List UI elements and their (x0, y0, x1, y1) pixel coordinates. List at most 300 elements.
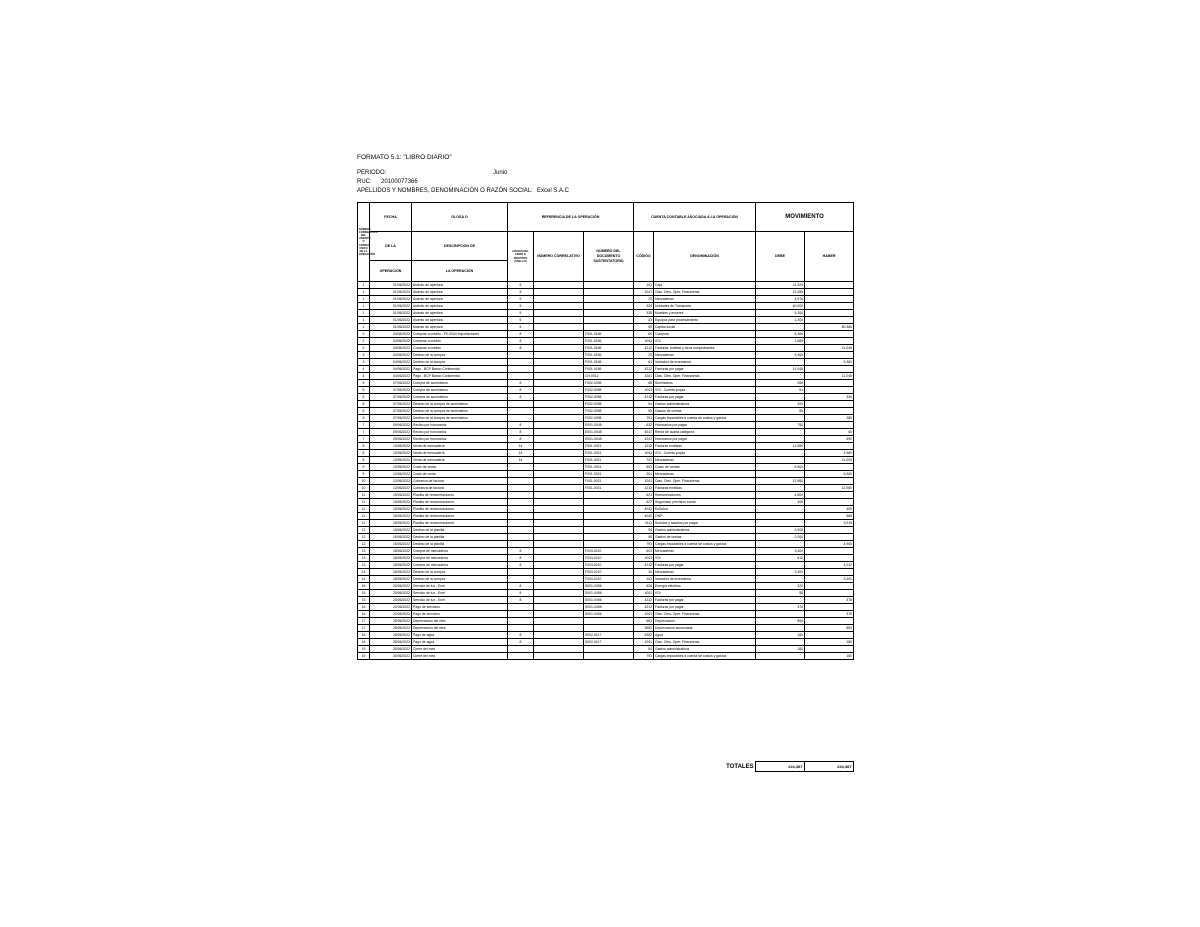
row-doc: F003-0210 (584, 562, 634, 569)
row-debe (756, 639, 805, 646)
row-doc: S001-0456 (584, 590, 634, 597)
table-row (358, 604, 854, 611)
row-denominacion: Gastos administrativos (654, 646, 756, 653)
row-fecha: 20/06/2022 (370, 590, 412, 597)
row-debe: 85 (756, 408, 805, 415)
row-libro: 8 (508, 639, 534, 646)
row-codigo: 101 (634, 282, 654, 289)
row-libro (508, 527, 534, 534)
row-glosa: Cierre del mes (412, 646, 508, 653)
row-debe (756, 436, 805, 443)
row-numero (534, 401, 584, 408)
row-numero (534, 527, 584, 534)
row-debe (756, 450, 805, 457)
row-codigo: 4032 (634, 513, 654, 520)
row-fecha: 04/06/2022 (370, 366, 412, 373)
row-glosa: Asiento de apertura (412, 324, 508, 331)
row-denominacion: Caja (654, 282, 756, 289)
table-row (358, 646, 854, 653)
row-denominacion: Cargas imputables a cuenta de costos y gastos (654, 653, 756, 660)
row-codigo: 335 (634, 310, 654, 317)
table-row (358, 590, 854, 597)
table-row (358, 562, 854, 569)
row-fecha: 01/06/2022 (370, 317, 412, 324)
row-doc (584, 317, 634, 324)
table-row (358, 625, 854, 632)
row-haber (805, 478, 854, 485)
table-row (358, 513, 854, 520)
table-row (358, 534, 854, 541)
row-numero (534, 541, 584, 548)
row-glosa: Destino de la planilla (412, 527, 508, 534)
row-fecha: 07/06/2022 (370, 401, 412, 408)
table-row (358, 485, 854, 492)
row-fecha: 25/06/2022 (370, 625, 412, 632)
row-haber: 11,045 (805, 373, 854, 380)
row-glosa: Servicio de luz - Enel (412, 583, 508, 590)
row-doc: F001-0156 (584, 359, 634, 366)
row-codigo: 1041 (634, 639, 654, 646)
row-numero (534, 387, 584, 394)
row-codigo: 4212 (634, 366, 654, 373)
row-numero (534, 338, 584, 345)
row-glosa: Destino de la planilla (412, 541, 508, 548)
row-denominacion: Gastos de ventas (654, 408, 756, 415)
table-row (358, 639, 854, 646)
row-denominacion: Facturas emitidas (654, 485, 756, 492)
row-libro (508, 569, 534, 576)
row-libro (508, 366, 534, 373)
row-doc: F002-0098 (584, 387, 634, 394)
row-libro: 8 (508, 345, 534, 352)
row-debe: 6,500 (756, 464, 805, 471)
row-doc (584, 499, 634, 506)
row-doc (584, 541, 634, 548)
row-numero (534, 590, 584, 597)
row-debe: 4,976 (756, 296, 805, 303)
row-num: 11 (358, 499, 370, 506)
row-haber (805, 310, 854, 317)
col-header-fecha-sub: DE LA (370, 232, 412, 261)
row-fecha: 01/06/2022 (370, 296, 412, 303)
totals-table (357, 761, 854, 772)
row-codigo: 94 (634, 401, 654, 408)
row-libro (508, 625, 534, 632)
row-haber: 285 (805, 415, 854, 422)
row-haber (805, 646, 854, 653)
row-numero (534, 618, 584, 625)
row-haber (805, 317, 854, 324)
row-numero (534, 632, 584, 639)
table-row (358, 464, 854, 471)
row-numero (534, 443, 584, 450)
row-fecha: 28/06/2022 (370, 632, 412, 639)
row-numero (534, 520, 584, 527)
row-codigo: 60 (634, 331, 654, 338)
col-header-cuenta-denom: DENOMINACIÓN (654, 232, 756, 282)
row-debe (756, 471, 805, 478)
row-num: 5 (358, 394, 370, 401)
row-fecha: 15/06/2022 (370, 513, 412, 520)
row-debe: 40,000 (756, 303, 805, 310)
row-glosa: Destino de la compra de suministros (412, 415, 508, 422)
row-denominacion: Muebles y enseres (654, 310, 756, 317)
row-doc (584, 310, 634, 317)
company-value: Excel S.A.C (537, 188, 570, 194)
row-num: 3 (358, 359, 370, 366)
row-codigo: 1041 (634, 611, 654, 618)
row-fecha: 10/06/2022 (370, 450, 412, 457)
row-num: 16 (358, 604, 370, 611)
row-numero (534, 415, 584, 422)
row-denominacion: Mercaderías (654, 569, 756, 576)
row-denominacion: Seguridad, previsión social (654, 499, 756, 506)
row-debe: 2,905 (756, 527, 805, 534)
row-num: 6 (358, 415, 370, 422)
row-glosa: Costo de venta (412, 471, 508, 478)
row-debe (756, 506, 805, 513)
row-glosa: Servicio de luz - Enel (412, 590, 508, 597)
row-debe: 320 (756, 583, 805, 590)
table-row (358, 401, 854, 408)
col-header-cuenta-group: CUENTA CONTABLE ASOCIADA A LA OPERACIÓN (634, 203, 756, 232)
row-denominacion: Facturas por pagar (654, 394, 756, 401)
row-haber (805, 352, 854, 359)
row-codigo: 1041 (634, 373, 654, 380)
period-label: PERIODO: (357, 170, 387, 176)
row-debe: 378 (756, 604, 805, 611)
row-codigo: 1041 (634, 289, 654, 296)
row-denominacion: Facturas por pagar (654, 604, 756, 611)
row-fecha: 07/06/2022 (370, 408, 412, 415)
row-libro (508, 520, 534, 527)
row-glosa: Recibo por honorarios (412, 422, 508, 429)
row-num: 5 (358, 387, 370, 394)
row-fecha: 01/06/2022 (370, 310, 412, 317)
row-num: 19 (358, 646, 370, 653)
row-debe (756, 611, 805, 618)
row-fecha: 15/06/2022 (370, 506, 412, 513)
row-fecha: 04/06/2022 (370, 359, 412, 366)
table-row (358, 366, 854, 373)
row-haber (805, 303, 854, 310)
row-haber (805, 590, 854, 597)
libro-diario-sheet (357, 150, 853, 775)
col-header-fecha: FECHA (370, 203, 412, 232)
row-debe: 2,000 (756, 534, 805, 541)
row-num: 1 (358, 303, 370, 310)
row-debe: 200 (756, 401, 805, 408)
format-title: FORMATO 5.1: "LIBRO DIARIO" (357, 154, 452, 161)
row-numero (534, 345, 584, 352)
row-glosa: Pago de agua (412, 632, 508, 639)
journal-table (357, 202, 854, 660)
row-haber: 405 (805, 506, 854, 513)
row-debe (756, 653, 805, 660)
table-row (358, 338, 854, 345)
row-glosa: Pago - BCP Banco Continental (412, 373, 508, 380)
row-codigo: 1212 (634, 485, 654, 492)
row-numero (534, 492, 584, 499)
row-denominacion: Energía eléctrica (654, 583, 756, 590)
row-numero (534, 471, 584, 478)
row-fecha: 01/06/2022 (370, 303, 412, 310)
row-haber: 11,000 (805, 457, 854, 464)
row-libro: 14 (508, 443, 534, 450)
row-doc (584, 324, 634, 331)
table-row (358, 583, 854, 590)
row-codigo: 636 (634, 583, 654, 590)
col-header-glosa-sub: DESCRIPCIÓN DE (412, 232, 508, 261)
table-row (358, 359, 854, 366)
row-libro: 14 (508, 457, 534, 464)
row-codigo: 3953 (634, 625, 654, 632)
row-glosa: Venta de mercadería (412, 457, 508, 464)
table-row (358, 331, 854, 338)
table-row (358, 492, 854, 499)
row-debe: 58 (756, 590, 805, 597)
row-glosa: Destino de la compra de suministros (412, 408, 508, 415)
row-num: 1 (358, 324, 370, 331)
row-num: 12 (358, 541, 370, 548)
row-debe: 3,400 (756, 569, 805, 576)
row-haber: 4,012 (805, 562, 854, 569)
row-codigo: 4011 (634, 555, 654, 562)
row-fecha: 09/06/2022 (370, 422, 412, 429)
row-haber (805, 387, 854, 394)
row-haber (805, 380, 854, 387)
row-fecha: 15/06/2022 (370, 499, 412, 506)
row-doc: F001-0156 (584, 338, 634, 345)
row-numero (534, 331, 584, 338)
row-libro: 8 (508, 387, 534, 394)
table-row (358, 289, 854, 296)
row-libro: 8 (508, 429, 534, 436)
col-header-ref-doc: NÚMERO DEL DOCUMENTO SUSTENTATORIO (584, 232, 634, 282)
row-debe (756, 429, 805, 436)
row-codigo: 61 (634, 359, 654, 366)
row-fecha: 18/06/2022 (370, 555, 412, 562)
row-num: 9 (358, 464, 370, 471)
col-header-ref-numero: NÚMERO CORRELATIVO (534, 232, 584, 282)
row-libro (508, 408, 534, 415)
row-fecha: 15/06/2022 (370, 527, 412, 534)
row-haber (805, 331, 854, 338)
row-fecha: 09/06/2022 (370, 436, 412, 443)
row-doc: F001-0021 (584, 464, 634, 471)
row-glosa: Compras a crédito - FE-0344 Importaciones (412, 331, 508, 338)
row-num: 13 (358, 562, 370, 569)
row-fecha: 25/06/2022 (370, 618, 412, 625)
row-fecha: 15/06/2022 (370, 541, 412, 548)
row-num: 11 (358, 513, 370, 520)
row-numero (534, 282, 584, 289)
row-glosa: Venta de mercadería (412, 443, 508, 450)
table-row (358, 387, 854, 394)
row-denominacion: Compras (654, 331, 756, 338)
row-debe: 12,980 (756, 443, 805, 450)
row-doc: S001-0456 (584, 583, 634, 590)
row-libro (508, 464, 534, 471)
row-libro (508, 415, 534, 422)
row-codigo: 791 (634, 653, 654, 660)
row-debe: 12,980 (756, 478, 805, 485)
table-row (358, 499, 854, 506)
row-fecha: 15/06/2022 (370, 492, 412, 499)
row-fecha: 22/06/2022 (370, 604, 412, 611)
row-numero (534, 359, 584, 366)
row-num: 4 (358, 366, 370, 373)
row-codigo: 4212 (634, 562, 654, 569)
row-codigo: 611 (634, 576, 654, 583)
row-libro (508, 618, 534, 625)
row-denominacion: Gastos administrativos (654, 401, 756, 408)
row-num: 11 (358, 506, 370, 513)
row-fecha: 10/06/2022 (370, 457, 412, 464)
row-haber (805, 289, 854, 296)
row-numero (534, 646, 584, 653)
row-codigo: 4212 (634, 394, 654, 401)
row-num: 3 (358, 352, 370, 359)
row-debe (756, 520, 805, 527)
row-haber: 11,045 (805, 345, 854, 352)
row-debe: 9,360 (756, 352, 805, 359)
row-denominacion: IGV (654, 338, 756, 345)
row-debe: 612 (756, 555, 805, 562)
row-haber (805, 555, 854, 562)
row-fecha: 30/06/2022 (370, 646, 412, 653)
row-debe: 180 (756, 646, 805, 653)
row-codigo: 1041 (634, 478, 654, 485)
row-glosa: Depreciación del mes (412, 625, 508, 632)
row-debe (756, 324, 805, 331)
row-num: 12 (358, 527, 370, 534)
row-fecha: 18/06/2022 (370, 562, 412, 569)
row-codigo: 4011 (634, 450, 654, 457)
row-debe: 750 (756, 422, 805, 429)
row-doc (584, 492, 634, 499)
row-haber (805, 534, 854, 541)
row-doc (584, 303, 634, 310)
row-codigo: 4212 (634, 597, 654, 604)
row-num: 4 (358, 373, 370, 380)
row-haber: 850 (805, 625, 854, 632)
row-glosa: Planilla de remuneraciones (412, 520, 508, 527)
row-codigo: 1212 (634, 443, 654, 450)
row-doc (584, 625, 634, 632)
row-num: 1 (358, 289, 370, 296)
row-codigo: 20 (634, 569, 654, 576)
totals-label: TOTALES (726, 763, 754, 770)
row-num: 6 (358, 401, 370, 408)
row-libro: 5 (508, 310, 534, 317)
row-glosa: Destino de la compra de suministros (412, 401, 508, 408)
row-codigo: 95 (634, 534, 654, 541)
row-haber: 4,905 (805, 541, 854, 548)
table-row (358, 478, 854, 485)
row-num: 1 (358, 310, 370, 317)
row-numero (534, 653, 584, 660)
row-haber (805, 408, 854, 415)
row-denominacion: IGV - Cuenta propia (654, 450, 756, 457)
row-doc: F001-0021 (584, 478, 634, 485)
row-num: 5 (358, 380, 370, 387)
row-fecha: 09/06/2022 (370, 429, 412, 436)
row-libro: 8 (508, 331, 534, 338)
row-haber (805, 604, 854, 611)
table-row (358, 520, 854, 527)
row-num: 7 (358, 422, 370, 429)
row-glosa: Planilla de remuneraciones (412, 499, 508, 506)
row-haber: 378 (805, 597, 854, 604)
table-row (358, 345, 854, 352)
table-row (358, 422, 854, 429)
row-haber (805, 422, 854, 429)
row-fecha: 15/06/2022 (370, 534, 412, 541)
row-doc: F001-0156 (584, 352, 634, 359)
row-debe: 285 (756, 380, 805, 387)
row-glosa: Compras a crédito (412, 338, 508, 345)
row-libro: 8 (508, 555, 534, 562)
row-numero (534, 457, 584, 464)
row-debe: 13,455 (756, 289, 805, 296)
row-numero (534, 394, 584, 401)
table-row (358, 303, 854, 310)
row-num: 14 (358, 576, 370, 583)
row-numero (534, 548, 584, 555)
row-debe: 405 (756, 499, 805, 506)
row-haber (805, 499, 854, 506)
row-fecha: 01/06/2022 (370, 282, 412, 289)
row-debe: 51 (756, 387, 805, 394)
row-denominacion: Honorarios por pagar (654, 422, 756, 429)
row-denominacion: Mercaderías (654, 296, 756, 303)
row-doc: F001-0156 (584, 366, 634, 373)
row-codigo: 621 (634, 492, 654, 499)
row-doc (584, 506, 634, 513)
row-libro (508, 604, 534, 611)
row-denominacion: Gastos administrativos (654, 527, 756, 534)
row-fecha: 04/06/2022 (370, 338, 412, 345)
row-denominacion: Renta de cuarta categoría (654, 429, 756, 436)
row-codigo: 50 (634, 324, 654, 331)
row-libro: 8 (508, 583, 534, 590)
row-libro (508, 534, 534, 541)
row-haber (805, 548, 854, 555)
row-libro: 14 (508, 450, 534, 457)
row-glosa: Servicio de luz - Enel (412, 597, 508, 604)
row-glosa: Compra de mercadería (412, 555, 508, 562)
row-fecha: 04/06/2022 (370, 345, 412, 352)
table-row (358, 436, 854, 443)
row-doc (584, 618, 634, 625)
row-denominacion: Ctas. Ctes. Oper. Financieras (654, 639, 756, 646)
row-num: 16 (358, 611, 370, 618)
table-row (358, 352, 854, 359)
period-value: Junio (493, 170, 508, 176)
row-doc: F003-0210 (584, 569, 634, 576)
table-row (358, 310, 854, 317)
row-libro: 5 (508, 303, 534, 310)
row-num: 11 (358, 520, 370, 527)
row-numero (534, 639, 584, 646)
row-fecha: 10/06/2022 (370, 464, 412, 471)
row-numero (534, 436, 584, 443)
row-haber: 378 (805, 611, 854, 618)
row-numero (534, 380, 584, 387)
row-denominacion: Cargas imputables a cuenta de costos y gastos (654, 415, 756, 422)
table-row (358, 541, 854, 548)
